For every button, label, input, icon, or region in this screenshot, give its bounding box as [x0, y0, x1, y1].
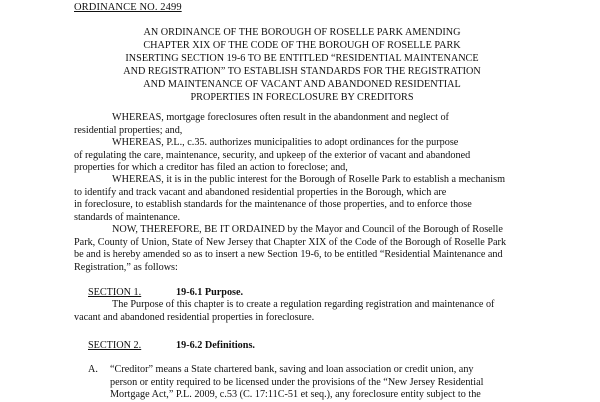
- subsection-title: 19-6.2 Definitions.: [176, 340, 255, 351]
- paragraph-line: vacant and abandoned residential properties in foreclosure.: [74, 311, 315, 323]
- title-line: AN ORDINANCE OF THE BOROUGH OF ROSELLE PARK AMENDING: [143, 27, 461, 38]
- section-2-heading: [88, 340, 255, 351]
- paragraph-line: WHEREAS, P.L., c.35. authorizes municipalities to adopt ordinances for the purpose: [112, 137, 459, 148]
- paragraph-line: in foreclosure, to establish standards for the maintenance of those properties, and to enforce those: [74, 199, 472, 210]
- paragraph-line: WHEREAS, it is in the public interest for the Borough of Roselle Park to establish a mechanism: [112, 174, 505, 185]
- whereas-paragraph-1: [74, 112, 530, 137]
- title-line: PROPERTIES IN FORECLOSURE BY CREDITORS: [190, 92, 414, 103]
- paragraph-line: standards of maintenance.: [74, 211, 181, 223]
- paragraph-line: WHEREAS, mortgage foreclosures often result in the abandonment and neglect of: [112, 112, 449, 123]
- paragraph-line: Registration,” as follows:: [74, 261, 178, 273]
- title-line: AND MAINTENANCE OF VACANT AND ABANDONED RESIDENTIAL: [143, 79, 461, 90]
- list-marker: A.: [88, 364, 98, 375]
- definition-line: Mortgage Act,” P.L. 2009, c.53 (C. 17:11C-51 et seq.), any foreclosure entity subject to the: [110, 389, 481, 400]
- section-label: SECTION 2.: [88, 340, 142, 351]
- paragraph-line: NOW, THEREFORE, BE IT ORDAINED by the Mayor and Council of the Borough of Roselle: [112, 224, 503, 235]
- ordained-paragraph: [74, 224, 530, 274]
- title-line: CHAPTER XIX OF THE CODE OF THE BOROUGH OF ROSELLE PARK: [143, 40, 461, 51]
- whereas-paragraph-3: [74, 174, 530, 224]
- definition-line: person or entity required to be licensed under the provisions of the “New Jersey Residential: [110, 376, 484, 388]
- title-line: INSERTING SECTION 19-6 TO BE ENTITLED “RESIDENTIAL MAINTENANCE: [125, 53, 479, 64]
- paragraph-line: residential properties; and,: [74, 124, 183, 136]
- section-1-heading: [88, 287, 244, 298]
- paragraph-line: Park, County of Union, State of New Jersey that Chapter XIX of the Code of the Borough of Roselle Park: [74, 236, 507, 248]
- paragraph-line: The Purpose of this chapter is to create a regulation regarding registration and maintenance of: [112, 299, 495, 310]
- paragraph-line: of regulating the care, maintenance, security, and upkeep of the exterior of vacant and abandoned: [74, 149, 471, 161]
- subsection-title: 19-6.1 Purpose.: [176, 287, 244, 298]
- paragraph-line: to identify and track vacant and abandoned residential properties in the Borough, which are: [74, 186, 447, 198]
- definition-a: [88, 364, 530, 402]
- ordinance-title: [74, 26, 530, 104]
- title-line: AND REGISTRATION” TO ESTABLISH STANDARDS FOR THE REGISTRATION: [123, 66, 481, 77]
- paragraph-line: be and is hereby amended so as to insert a new Section 19-6, to be entitled “Residential Maintenance and: [74, 249, 503, 260]
- purpose-paragraph: [74, 299, 530, 324]
- definition-line: “Creditor” means a State chartered bank, saving and loan association or credit union, any: [110, 364, 474, 375]
- paragraph-line: properties for which a creditor has filed an action to foreclose; and,: [74, 162, 348, 173]
- section-label: SECTION 1.: [88, 287, 142, 298]
- whereas-paragraph-2: [74, 137, 530, 175]
- ordinance-number: ORDINANCE NO. 2499: [74, 2, 182, 13]
